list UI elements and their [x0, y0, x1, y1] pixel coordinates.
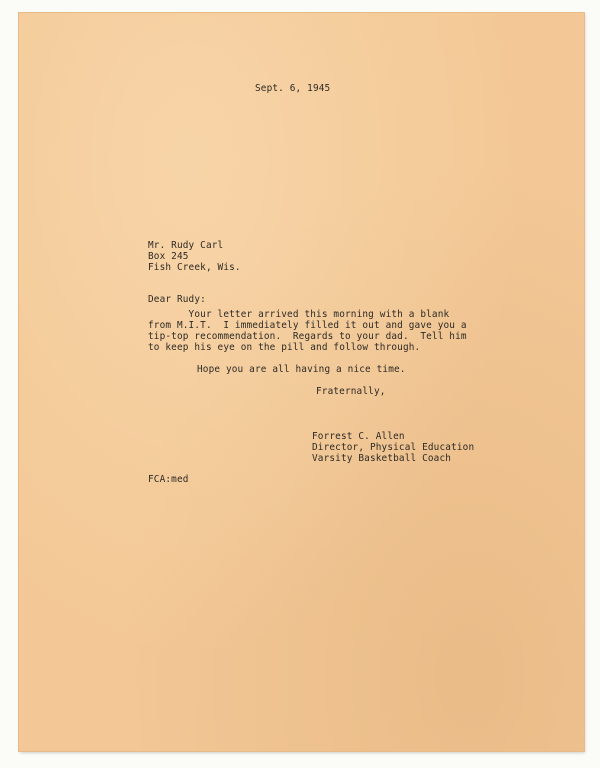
signature-title-1: Director, Physical Education: [312, 442, 475, 453]
body-line-4: to keep his eye on the pill and follow through.: [148, 342, 421, 353]
salutation: Dear Rudy:: [148, 294, 206, 305]
closing: Fraternally,: [316, 386, 386, 397]
body-line-1: Your letter arrived this morning with a blank: [148, 309, 450, 320]
letter-page: [19, 13, 584, 751]
signature-title-2: Varsity Basketball Coach: [312, 453, 452, 464]
recipient-name: Mr. Rudy Carl: [148, 240, 224, 251]
recipient-city: Fish Creek, Wis.: [148, 262, 241, 273]
body-line-2: from M.I.T. I immediately filled it out and gave you a: [148, 320, 467, 331]
body-line-3: tip-top recommendation. Regards to your dad. Tell him: [148, 331, 467, 342]
letter-date: Sept. 6, 1945: [255, 83, 331, 94]
typist-initials: FCA:med: [148, 474, 189, 485]
recipient-box: Box 245: [148, 251, 189, 262]
signature-name: Forrest C. Allen: [312, 431, 405, 442]
body-paragraph-2: Hope you are all having a nice time.: [197, 364, 406, 375]
